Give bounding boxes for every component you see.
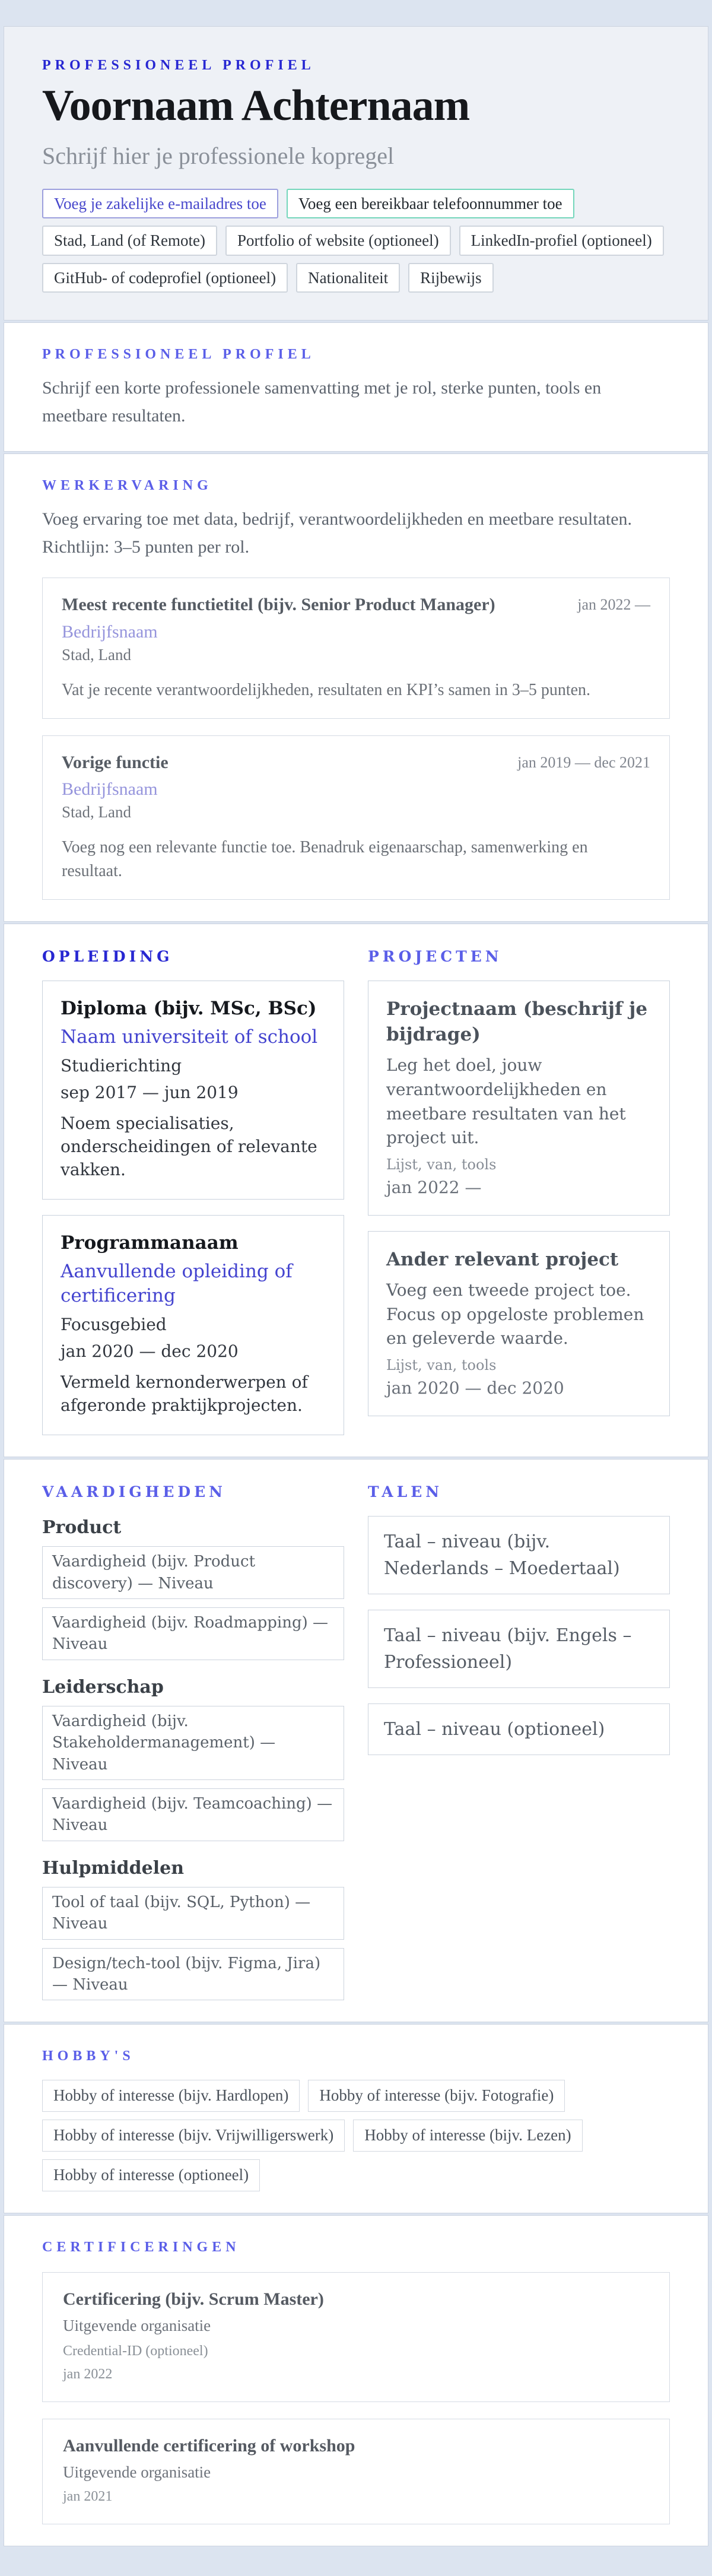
- skill-chip[interactable]: Vaardigheid (bijv. Roadmapping) — Niveau: [42, 1607, 344, 1660]
- project-dates: jan 2020 — dec 2020: [386, 1378, 564, 1398]
- school-link[interactable]: Naam universiteit of school: [61, 1026, 318, 1048]
- education-description: Noem specialisaties, onderscheidingen of relevante vakken.: [61, 1113, 317, 1180]
- job-header: [62, 751, 650, 774]
- name-title: Voornaam Achternaam: [42, 81, 470, 130]
- contact-chip-row: [42, 263, 670, 293]
- hobby-chips: [42, 2080, 670, 2191]
- hobby-chip-row: [42, 2159, 670, 2191]
- job-company-link[interactable]: Bedrijfsnaam: [62, 621, 158, 642]
- experience-intro: Voeg ervaring toe met data, bedrijf, verantwoordelijkheden en meetbare resultaten. Richtlijn: 3–5 punten per rol.: [42, 509, 632, 557]
- skills-column: [42, 1483, 344, 2000]
- job-dates: jan 2019 — dec 2021: [517, 753, 650, 771]
- projects-kicker: PROJECTEN: [368, 947, 503, 965]
- contact-chip-row: [42, 226, 670, 255]
- job-description: Vat je recente verantwoordelijkheden, resultaten en KPI’s samen in 3–5 punten.: [62, 680, 591, 699]
- phone-chip[interactable]: Voeg een bereikbaar telefoonnummer toe: [287, 189, 574, 218]
- certification-date: jan 2021: [63, 2488, 113, 2504]
- projects-column: [368, 948, 670, 1436]
- email-chip[interactable]: Voeg je zakelijke e-mailadres toe: [42, 189, 278, 218]
- skills-kicker: VAARDIGHEDEN: [42, 1483, 227, 1501]
- education-entry[interactable]: [42, 981, 344, 1200]
- job-description: Voeg nog een relevante functie toe. Benadruk eigenaarschap, samenwerking en resultaat.: [62, 838, 588, 880]
- hobby-chip[interactable]: Hobby of interesse (bijv. Lezen): [353, 2120, 582, 2152]
- hobbies-section: [4, 2024, 708, 2213]
- certification-date: jan 2022: [63, 2366, 113, 2382]
- skill-chip[interactable]: Vaardigheid (bijv. Stakeholdermanagement) — Niveau: [42, 1706, 344, 1780]
- skill-chip[interactable]: Vaardigheid (bijv. Teamcoaching) — Niveau: [42, 1788, 344, 1841]
- language-box[interactable]: Taal – niveau (bijv. Engels – Professioneel): [368, 1610, 670, 1688]
- certifications-kicker: CERTIFICERINGEN: [42, 2239, 240, 2255]
- project-dates: jan 2022 —: [386, 1177, 482, 1197]
- project-tools: Lijst, van, tools: [386, 1156, 497, 1173]
- education-column: [42, 948, 344, 1436]
- languages-kicker: TALEN: [368, 1483, 443, 1501]
- certification-credential-id: Credential-ID (optioneel): [63, 2343, 208, 2359]
- experience-kicker: WERKERVARING: [42, 478, 212, 494]
- education-kicker: OPLEIDING: [42, 947, 173, 965]
- hobby-chip-row: [42, 2120, 670, 2152]
- certification-entry[interactable]: [42, 2272, 670, 2402]
- project-description: Leg het doel, jouw verantwoordelijkheden en meetbare resultaten van het project uit.: [386, 1055, 626, 1148]
- headline-placeholder: Schrijf hier je professionele kopregel: [42, 142, 395, 169]
- education-dates: jan 2020 — dec 2020: [61, 1341, 239, 1361]
- job-entry[interactable]: [42, 578, 670, 719]
- project-title: Projectnaam (beschrijf je bijdrage): [386, 998, 648, 1046]
- job-dates: jan 2022 —: [577, 596, 650, 614]
- experience-section: [4, 453, 708, 922]
- certification-title: Certificering (bijv. Scrum Master): [63, 2289, 324, 2309]
- language-box[interactable]: Taal – niveau (bijv. Nederlands – Moedertaal): [368, 1516, 670, 1594]
- skill-chip[interactable]: Tool of taal (bijv. SQL, Python) — Niveau: [42, 1887, 344, 1940]
- education-dates: sep 2017 — jun 2019: [61, 1082, 239, 1102]
- skill-group-title: Product: [42, 1517, 122, 1538]
- hobby-chip[interactable]: Hobby of interesse (optioneel): [42, 2159, 260, 2191]
- degree-title: Programmanaam: [61, 1232, 239, 1254]
- drivers-license-chip[interactable]: Rijbewijs: [408, 263, 494, 293]
- languages-column: [368, 1483, 670, 2000]
- certification-org: Uitgevende organisatie: [63, 2316, 211, 2334]
- job-company-link[interactable]: Bedrijfsnaam: [62, 779, 158, 800]
- header-kicker: PROFESSIONEEL PROFIEL: [42, 58, 315, 73]
- project-entry[interactable]: [368, 1231, 670, 1416]
- study-field: Focusgebied: [61, 1314, 167, 1334]
- project-tools: Lijst, van, tools: [386, 1357, 497, 1374]
- hobby-chip[interactable]: Hobby of interesse (bijv. Hardlopen): [42, 2080, 300, 2112]
- project-entry[interactable]: [368, 981, 670, 1216]
- job-header: [62, 594, 650, 616]
- hobby-chip-row: [42, 2080, 670, 2112]
- school-link[interactable]: Aanvullende opleiding of certificering: [61, 1261, 293, 1306]
- certification-entry[interactable]: [42, 2419, 670, 2524]
- summary-section: [4, 322, 708, 452]
- skill-group-title: Leiderschap: [42, 1676, 164, 1698]
- job-title: Meest recente functietitel (bijv. Senior Product Manager): [62, 595, 495, 615]
- degree-title: Diploma (bijv. MSc, BSc): [61, 997, 317, 1019]
- nationality-chip[interactable]: Nationaliteit: [296, 263, 400, 293]
- skill-chip[interactable]: Design/tech-tool (bijv. Figma, Jira) — Niveau: [42, 1948, 344, 2001]
- contact-chips: [42, 189, 670, 293]
- job-location: Stad, Land: [62, 803, 131, 821]
- hobby-chip[interactable]: Hobby of interesse (bijv. Vrijwilligerswerk): [42, 2120, 345, 2152]
- linkedin-chip[interactable]: LinkedIn-profiel (optioneel): [459, 226, 664, 255]
- location-chip[interactable]: Stad, Land (of Remote): [42, 226, 217, 255]
- summary-kicker: PROFESSIONEEL PROFIEL: [42, 347, 315, 363]
- github-chip[interactable]: GitHub- of codeprofiel (optioneel): [42, 263, 288, 293]
- study-field: Studierichting: [61, 1055, 182, 1076]
- contact-chip-row: [42, 189, 670, 218]
- education-projects-section: [4, 924, 708, 1458]
- project-description: Voeg een tweede project toe. Focus op opgeloste problemen en geleverde waarde.: [386, 1280, 644, 1349]
- summary-text: Schrijf een korte professionele samenvatting met je rol, sterke punten, tools en meetbare resultaten.: [42, 378, 602, 426]
- skill-group-title: Hulpmiddelen: [42, 1857, 185, 1879]
- hobbies-kicker: HOBBY'S: [42, 2048, 135, 2064]
- portfolio-chip[interactable]: Portfolio of website (optioneel): [225, 226, 451, 255]
- certification-org: Uitgevende organisatie: [63, 2463, 211, 2481]
- project-title: Ander relevant project: [386, 1248, 619, 1270]
- job-location: Stad, Land: [62, 645, 131, 664]
- job-entry[interactable]: [42, 735, 670, 900]
- certification-title: Aanvullende certificering of workshop: [63, 2435, 355, 2456]
- job-title: Vorige functie: [62, 752, 169, 772]
- education-description: Vermeld kernonderwerpen of afgeronde praktijkprojecten.: [61, 1372, 308, 1416]
- skills-languages-section: [4, 1459, 708, 2022]
- language-box[interactable]: Taal – niveau (optioneel): [368, 1703, 670, 1755]
- education-entry[interactable]: [42, 1215, 344, 1435]
- certifications-section: [4, 2215, 708, 2546]
- header-section: [4, 26, 708, 321]
- skill-chip[interactable]: Vaardigheid (bijv. Product discovery) — Niveau: [42, 1546, 344, 1599]
- hobby-chip[interactable]: Hobby of interesse (bijv. Fotografie): [308, 2080, 565, 2112]
